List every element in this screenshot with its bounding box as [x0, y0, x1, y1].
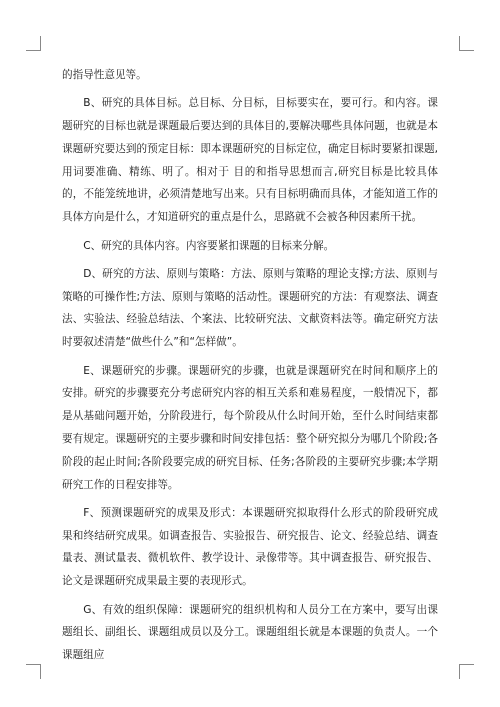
paragraph-continuation: 的指导性意见等。: [62, 69, 147, 81]
paragraph-d-methods: D、研究的方法、原则与策略：方法、原则与策略的理论支撑;方法、原则与策略的可操作性;方法、原则与策略的活动性。课题研究的方法：有观察法、调查法、实验法、经验总结法、个案法、比较研究法、文献资料法等。确定研究方法时要叙述清楚“做些什么”和“怎样做”。: [62, 267, 438, 349]
paragraph-b-specific-goals: B、研究的具体目标。总目标、分目标，目标要实在，要可行。和内容。课题研究的目标也就是课题最后要达到的具体目的,要解决哪些具体问题，也就是本课题研究要达到的预定目标：即本课题研究的目标定位，确定目标时要紧扣课题,用词要准确、精练、明了。相对于 目的和指导思想而言,研究目标是比较具体的，不能笼统地讲，必须清楚地写出来。只有目标明确而具体，才能知道工作的具体方向是什么，才知道研究的重点是什么，思路就不会被各种因素所干扰。: [62, 97, 438, 224]
paragraph-f-outcomes: F、预测课题研究的成果及形式：本课题研究拟取得什么形式的阶段研究成果和终结研究成果。如调查报告、实验报告、研究报告、论文、经验总结、调查量表、测试量表、微机软件、教学设计、录像带等。其中调查报告、研究报告、论文是课题研究成果最主要的表现形式。: [62, 506, 438, 588]
paragraph-e-steps: E、课题研究的步骤。课题研究的步骤，也就是课题研究在时间和顺序上的安排。研究的步骤要充分考虑研究内容的相互关系和难易程度，一般情况下，都是从基础问题开始，分阶段进行，每个阶段从什么时间开始，至什么时间结束都要有规定。课题研究的主要步骤和时间安排包括：整个研究拟分为哪几个阶段;各阶段的起止时间;各阶段要完成的研究目标、任务;各阶段的主要研究步骤;本学期研究工作的日程安排等。: [62, 364, 438, 491]
crop-mark-top-right: [459, 36, 474, 51]
crop-mark-bottom-left: [26, 664, 41, 679]
crop-mark-bottom-right: [459, 664, 474, 679]
paragraph-g-organization: G、有效的组织保障：课题研究的组织机构和人员分工在方案中，要写出课题组长、副组长、课题组成员以及分工。课题组组长就是本课题的负责人。一个课题组应: [62, 603, 438, 662]
crop-mark-top-left: [26, 36, 41, 51]
document-page-body: [62, 64, 438, 672]
paragraph-c-specific-content: C、研究的具体内容。内容要紧扣课题的目标来分解。: [83, 239, 335, 252]
